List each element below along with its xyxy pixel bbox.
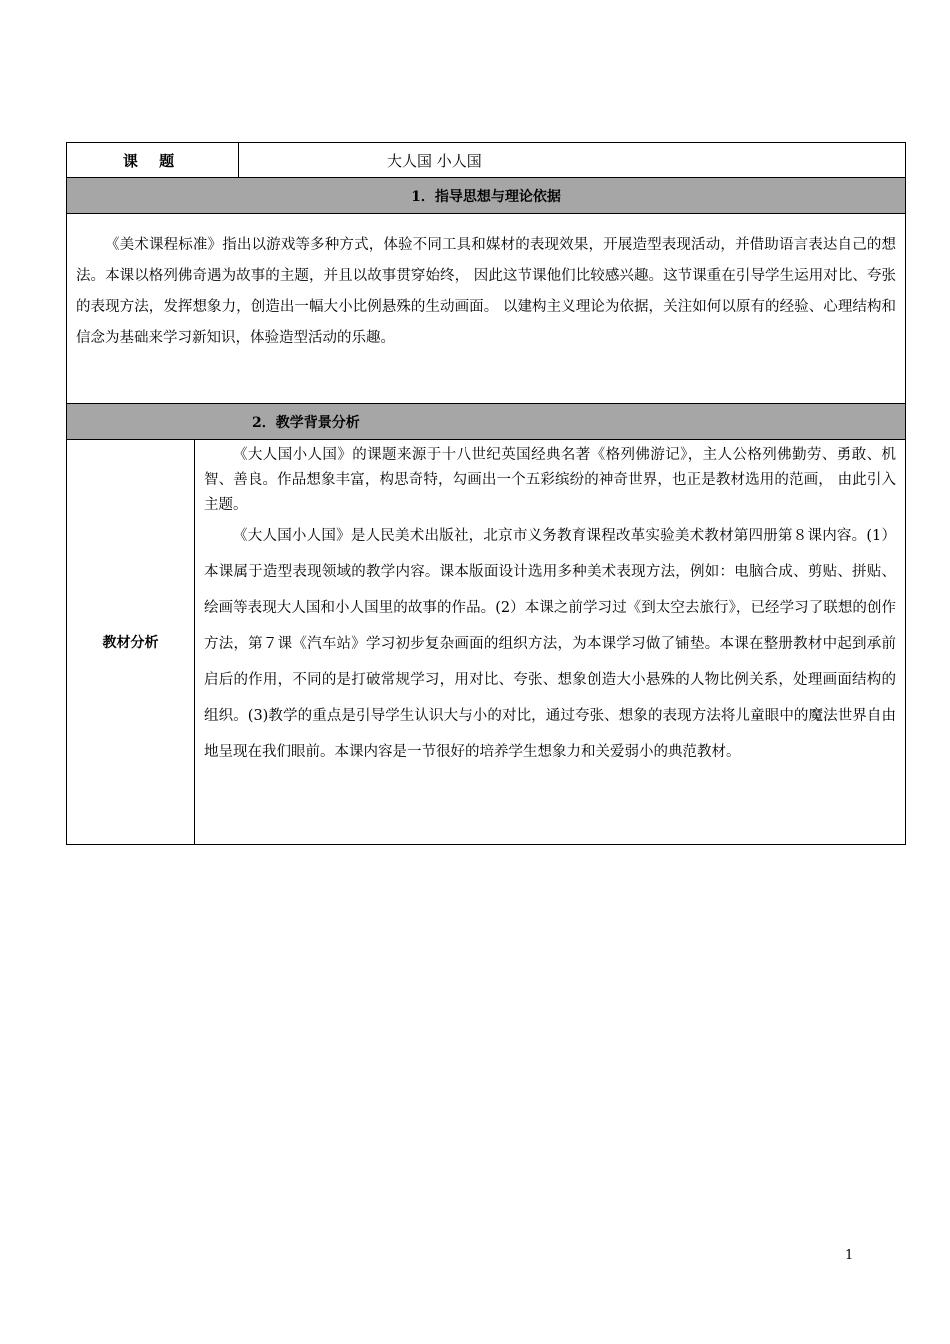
- section2-body-row: [67, 440, 906, 845]
- material-analysis-label: 教材分析: [67, 440, 195, 845]
- material-analysis-content: [195, 440, 906, 845]
- lesson-plan-table: [66, 142, 906, 845]
- section2-heading-row: [67, 404, 906, 440]
- material-analysis-para2: 《大人国小人国》是人民美术出版社，北京市义务教育课程改革实验美术教材第四册第８课内容。(1）本课属于造型表现领域的教学内容。课本版面设计选用多种美术表现方法，例如：电脑合成、剪贴、拼贴、绘画等表现大人国和小人国里的故事的作品。(2）本课之前学习过《到太空去旅行》，已经学习了联想的创作方法，第７课《汽车站》学习初步复杂画面的组织方法，为本课学习做了铺垫。本课在整册教材中起到承前启后的作用，不同的是打破常规学习，用对比、夸张、想象创造大小悬殊的人物比例关系，处理画面结构的组织。(3)教学的重点是引导学生认识大与小的对比，通过夸张、想象的表现方法将儿童眼中的魔法世界自由地呈现在我们眼前。本课内容是一节很好的培养学生想象力和关爱弱小的典范教材。: [204, 528, 897, 760]
- section2-heading: 2．教学背景分析: [67, 404, 906, 440]
- topic-title: 大人国 小人国: [239, 143, 906, 178]
- material-analysis-para1: 《大人国小人国》的课题来源于十八世纪英国经典名著《格列佛游记》，主人公格列佛勤劳、勇敢、机智、善良。作品想象丰富，构思奇特，勾画出一个五彩缤纷的神奇世界，也正是教材选用的范画， 由此引入主题。: [204, 447, 897, 513]
- section1-body: 《美术课程标准》指出以游戏等多种方式，体验不同工具和媒材的表现效果，开展造型表现活动，并借助语言表达自己的想法。本课以格列佛奇遇为故事的主题，并且以故事贯穿始终， 因此这节课他们比较感兴趣。这节课重在引导学生运用对比、夸张的表现方法，发挥想象力，创造出一幅大小比例悬殊的生动画面。 以建构主义理论为依据，关注如何以原有的经验、心理结构和信念为基础来学习新知识，体验造型活动的乐趣。: [76, 237, 897, 346]
- header-row: [67, 143, 906, 178]
- section1-body-row: [67, 214, 906, 404]
- section1-body-cell: [67, 214, 906, 404]
- page-number: 1: [845, 1248, 854, 1263]
- section1-heading: 1．指导思想与理论依据: [67, 178, 906, 214]
- section1-heading-row: [67, 178, 906, 214]
- topic-label: 课 题: [67, 143, 239, 178]
